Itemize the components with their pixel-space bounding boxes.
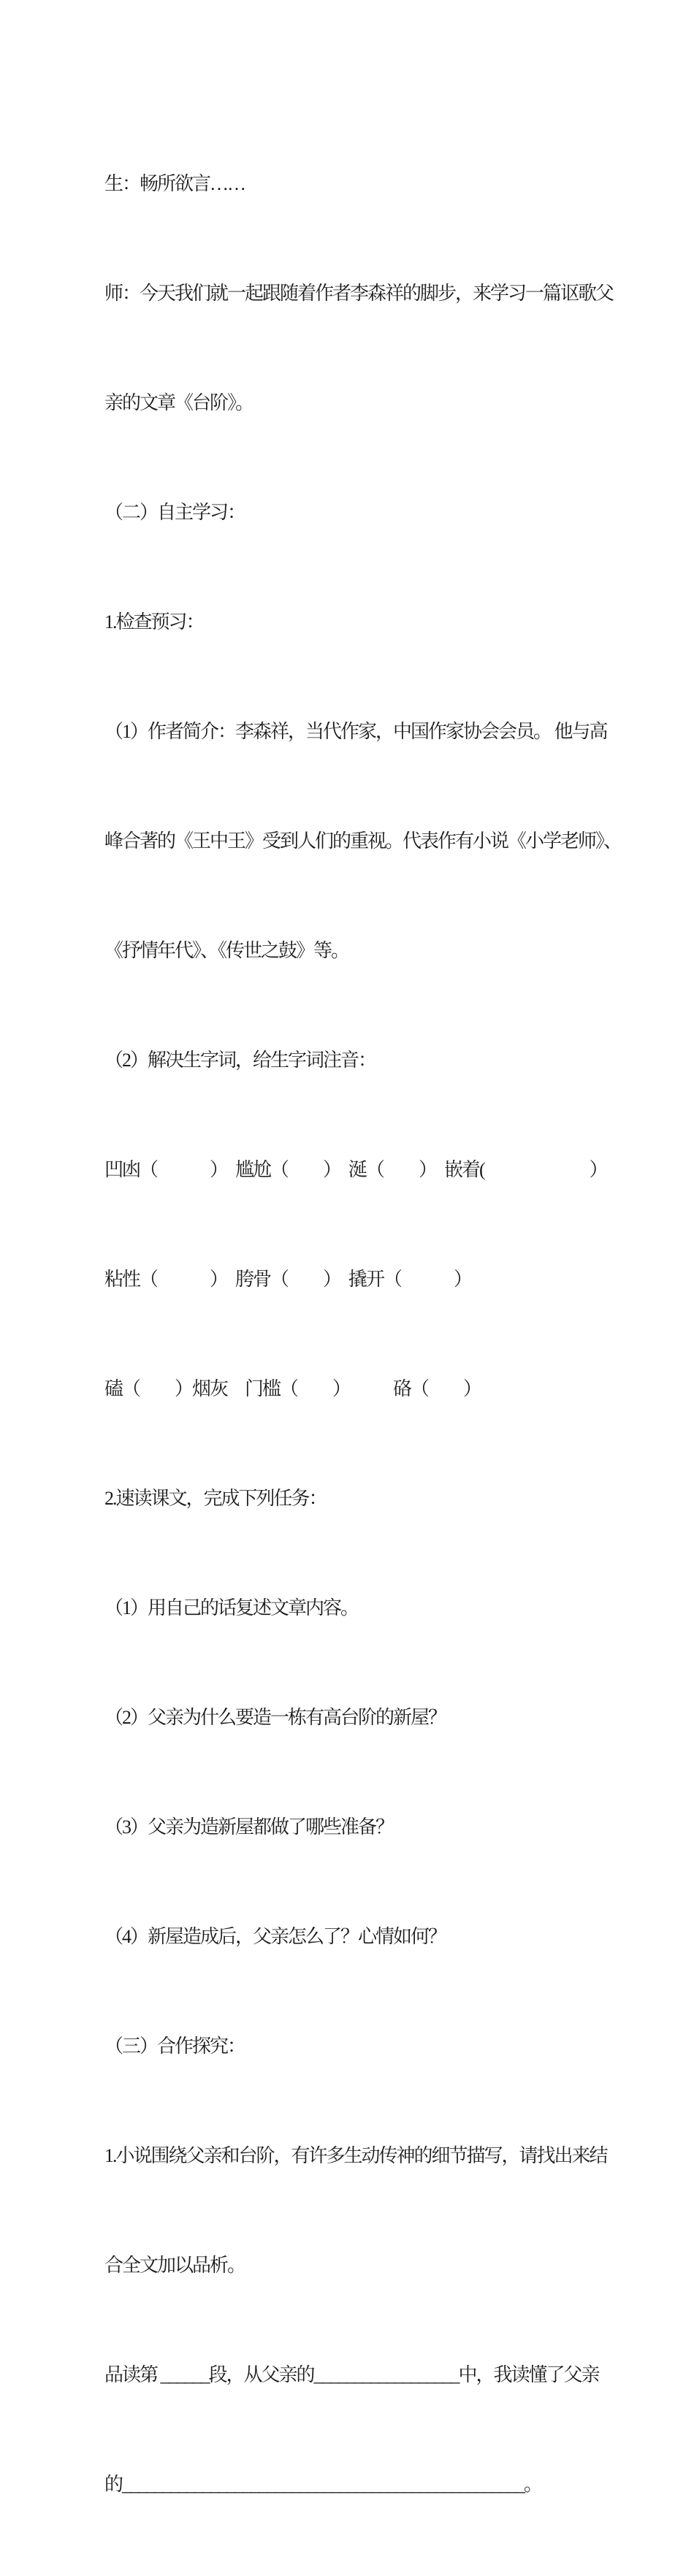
text-line-fill-blank: 品读第 ______段，从父亲的__________________中，我读懂了父亲 xyxy=(104,2364,599,2385)
text-line-pinyin-blanks: 凹凼（ ） 尴尬（ ） 涎（ ） 嵌着( ） xyxy=(104,1159,607,1180)
document-body xyxy=(104,93,660,2576)
text-line: 合全文加以品析。 xyxy=(104,2255,245,2276)
text-line: （1）作者简介：李森祥，当代作家，中国作家协会会员。 他与高 xyxy=(104,721,607,742)
text-line: （3）父亲为造新屋都做了哪些准备？ xyxy=(104,1816,394,1838)
text-line: 峰合著的《王中王》受到人们的重视。代表作有小说《小学老师》、 xyxy=(104,830,622,852)
text-line: 1.小说围绕父亲和台阶，有许多生动传神的细节描写，请找出来结 xyxy=(104,2145,607,2166)
text-line: （4）新屋造成后，父亲怎么了？心情如何？ xyxy=(104,1926,446,1947)
text-line-section-heading: （二）自主学习： xyxy=(104,502,245,523)
text-line-pinyin-blanks: 粘性（ ） 胯骨（ ） 撬开（ ） xyxy=(104,1269,472,1290)
text-line: （2）解决生字词，给生字词注音： xyxy=(104,1050,376,1071)
text-line-pinyin-blanks: 磕（ ）烟灰 门槛（ ） 硌（ ） xyxy=(104,1378,481,1399)
text-line: （2）父亲为什么要造一栋有高台阶的新屋？ xyxy=(104,1707,446,1728)
text-line: 《抒情年代》、《传世之鼓》等。 xyxy=(104,940,349,961)
text-line: 师：今天我们就一起跟随着作者李森祥的脚步，来学习一篇讴歌父 xyxy=(104,283,614,304)
text-line-subheading: 1.检查预习： xyxy=(104,611,204,632)
text-line-fill-blank: 的__________________________________________________。 xyxy=(104,2474,541,2495)
text-line-subheading: 2.速读课文，完成下列任务： xyxy=(104,1488,327,1509)
text-line-section-heading: （三）合作探究： xyxy=(104,2036,245,2057)
text-line: 亲的文章《台阶》。 xyxy=(104,392,253,413)
text-line: （1）用自己的话复述文章内容。 xyxy=(104,1597,359,1618)
text-line: 生：畅所欲言…… xyxy=(104,173,245,194)
